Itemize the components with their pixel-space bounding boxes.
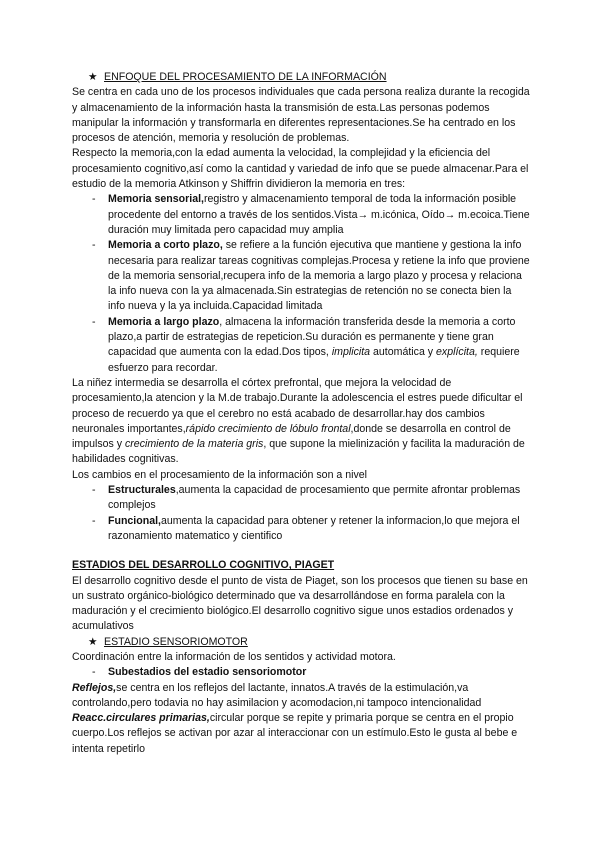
dash-bullet-icon: - [92,193,96,206]
emphasis: implicita [331,346,371,359]
dash-bullet-icon: - [92,514,96,527]
list-item [72,665,530,680]
term: Estructurales [108,484,176,497]
paragraph: Los cambios en el procesamiento de la información son a nivel [72,468,368,481]
memory-list [72,192,530,376]
substages-list [72,665,530,680]
section-heading-procesamiento [72,70,530,85]
spacer [72,544,530,558]
term: Reacc.circulares primarias, [72,712,210,725]
star-bullet-icon: ★ [88,635,98,648]
emphasis: rápido crecimiento de lóbulo frontal [185,422,351,435]
list-item [72,238,530,314]
heading-text: ESTADIO SENSORIOMOTOR [104,635,248,648]
term: Memoria sensorial, [108,193,204,206]
term: Memoria a largo plazo [108,315,220,328]
emphasis: crecimiento de la materia gris [124,438,264,451]
paragraph: Coordinación entre la información de los sentidos y actividad motora. [72,650,396,663]
item-text: ,aumenta la capacidad de procesamiento que permite afrontar problemas complejos [108,484,521,512]
item-text: , almacena la información transferida desde la memoria a corto plazo,a partir de estrategias de repeticion.Su duración es permanente y tiene gran capacidad que aumenta con la edad.Dos tipos, [108,315,516,359]
paragraph [72,376,530,468]
section-title-piaget: ESTADIOS DEL DESARROLLO COGNITIVO, PIAGET [72,559,335,572]
term: Reflejos, [72,681,117,694]
item-text: automática y [370,346,437,359]
paragraph: El desarrollo cognitivo desde el punto de vista de Piaget, son los procesos que tienen su base en un sustrato orgánico-biológico determinado que va desarrollándose en forma paralela con la maduración y el crecimiento biológico.El desarrollo cognitivo sigue unos estadios ordenados y acumulativos [72,574,528,633]
subheading: Subestadios del estadio sensoriomotor [108,666,307,679]
dash-bullet-icon: - [92,315,96,328]
text: , que supone la mielinización y facilita la maduración de habilidades cognitivas. [72,438,525,466]
term: Funcional, [108,514,161,527]
paragraph: Se centra en cada uno de los procesos individuales que cada persona realiza durante la recogida y almacenamiento de la información hasta la transmisión de esta.Las personas podemos manipular la información y transformarla en diferentes representaciones.Se ha centrado en los procesos de atención, memoria y resolución de problemas. [72,86,530,145]
item-text: registro y almacenamiento temporal de toda la información posible procedente del entorno a través de los sentidos.Vista→ m.icónica, Oído→ m.ecoica.Tiene duración muy limitada pero capacidad muy amplia [108,193,530,236]
star-bullet-icon: ★ [88,71,98,83]
emphasis: explícita, [436,346,478,359]
text: se centra en los reflejos del lactante, innatos.A través de la estimulación,va controlando,pero todavia no hay asimilacion y acomodacion,ni tampoco intencionalidad [72,681,482,709]
text: La niñez intermedia se desarrolla el córtex prefrontal, que mejora la velocidad de procesamiento,la atencion y la M.de trabajo.Durante la adolescencia el estres puede dificultar el proceso de recuerdo ya que el cerebro no está acabado de desarrollar.hay dos cambios neuronales importantes, [72,376,523,435]
levels-list [72,483,530,544]
list-item [72,514,530,545]
paragraph [72,711,530,757]
text: ,donde se desarrolla en control de impulsos y [72,422,511,451]
paragraph [72,681,530,712]
term: Memoria a corto plazo, [108,239,223,252]
document-page [72,70,530,757]
item-text: se refiere a la función ejecutiva que mantiene y gestiona la info necesaria para realizar tareas cognitivas complejas.Procesa y retiene la info que proviene de la memoria sensorial,recupera info de la memoria a largo plazo y procesa y relaciona la info nueva con la ya almacenada.Sin estrategias de retención no se conecta bien la info nueva y la ya incluida.Capacidad limitada [108,239,530,313]
list-item [72,315,530,376]
heading-text: ENFOQUE DEL PROCESAMIENTO DE LA INFORMACIÓN [104,71,387,83]
text: circular porque se repite y primaria porque se centra en el propio cuerpo.Los reflejos se activan por azar al interaccionar con un estímulo.Esto le gusta al bebe e intenta repetirlo [72,712,518,755]
item-text: aumenta la capacidad para obtener y retener la informacion,lo que mejora el razonamiento matematico y cientifico [108,514,520,542]
item-text: requiere esfuerzo para recordar. [108,346,520,374]
list-item [72,192,530,238]
list-item [72,483,530,514]
stage-heading-sensoriomotor [72,635,530,650]
dash-bullet-icon: - [92,666,96,679]
paragraph: Respecto la memoria,con la edad aumenta la velocidad, la complejidad y la eficiencia del procesamiento cognitivo,así como la cantidad y variedad de info que se puede almacenar.Para el estudio de la memoria Atkinson y Shiffrin dividieron la memoria en tres: [72,147,529,191]
dash-bullet-icon: - [92,239,96,252]
dash-bullet-icon: - [92,484,96,497]
